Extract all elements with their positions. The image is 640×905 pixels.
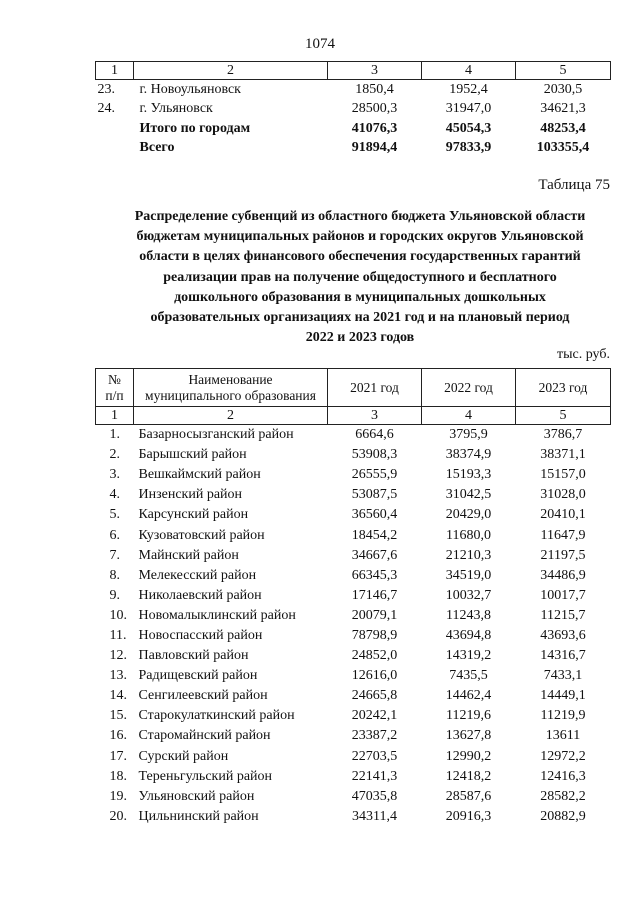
value-2021: 78798,9 [351,627,398,643]
header-cell: 2 [134,407,328,425]
table-row [96,606,611,626]
value-2021: 91894,4 [351,140,398,156]
row-number: 23. [97,82,115,98]
row-number: 14. [109,688,127,704]
value-2021: 18454,2 [351,527,398,543]
value-2022: 31042,5 [445,487,492,503]
value-2021: 24665,8 [351,688,398,704]
value-2022: 3795,9 [449,427,488,443]
value-2023: 28582,2 [540,788,586,804]
value-2023: 38371,1 [540,447,586,463]
value-2021: 36560,4 [351,507,398,523]
row-number: 7. [109,547,120,563]
title-line: 2022 и 2023 годов [305,330,415,346]
value-2022: 11680,0 [446,527,491,543]
row-number: 9. [109,587,120,603]
row-number: 11. [109,627,127,643]
table-row [96,726,611,746]
total-row [96,138,611,157]
value-2023: 10017,7 [540,587,586,603]
table-row [96,425,611,446]
value-2022: 14462,4 [445,688,492,704]
table-title [100,207,620,348]
district-name: Тереньгульский район [138,768,273,784]
title-line: бюджетам муниципальных районов и городских округов Ульяновской [136,229,584,245]
value-2022: 45054,3 [445,120,492,136]
header-cell: 5 [516,407,611,425]
title-line: реализации прав на получение общедоступного и бесплатного [163,269,557,285]
value-2021: 6664,6 [355,427,394,443]
value-2022: 43694,8 [445,627,492,643]
value-2022: 12990,2 [445,748,492,764]
value-2021: 17146,7 [351,587,398,603]
value-2022: 13627,8 [445,728,492,744]
header-number-line1: № [108,371,121,387]
header-cell: 4 [422,62,516,80]
row-number: 18. [109,768,127,784]
value-2023: 34621,3 [540,101,586,117]
value-2021: 12616,0 [351,668,398,684]
value-2022: 10032,7 [445,587,492,603]
value-2021: 53087,5 [351,487,398,503]
header-name-line1: Наименование [188,371,273,387]
district-name: Майнский район [138,547,239,563]
value-2023: 13611 [545,728,581,744]
value-2021: 22141,3 [351,768,398,784]
value-2023: 2030,5 [543,82,583,98]
table-index-row [96,62,611,80]
value-2021: 34667,6 [351,547,398,563]
value-2022: 21210,3 [445,547,492,563]
header-name [134,369,328,407]
row-number: 3. [109,467,120,483]
value-2023: 12972,2 [540,748,586,764]
unit-label: тыс. руб. [557,347,610,362]
district-name: Мелекесский район [138,567,257,583]
row-number: 19. [109,788,127,804]
table-row [96,80,611,100]
header-2022: 2022 год [422,369,516,407]
value-2022: 1952,4 [449,82,488,98]
row-number [96,119,134,138]
row-number: 15. [109,708,127,724]
subvention-table [95,368,611,827]
row-number: 17. [109,748,127,764]
district-name: Новоспасский район [138,627,263,643]
row-number: 24. [97,101,115,117]
header-name-line2: муниципального образования [145,387,316,403]
value-2022: 34519,0 [445,567,492,583]
header-number [96,369,134,407]
value-2022: 20429,0 [445,507,492,523]
value-2022: 97833,9 [445,140,492,156]
value-2022: 20916,3 [445,808,492,824]
value-2021: 47035,8 [351,788,398,804]
value-2022: 15193,3 [445,467,492,483]
value-2022: 14319,2 [445,648,492,664]
row-number: 6. [109,527,120,543]
value-2023: 11219,9 [540,708,586,724]
value-2023: 11215,7 [540,607,586,623]
row-name: Всего [139,140,175,156]
value-2022: 38374,9 [445,447,492,463]
continuation-table [95,61,611,157]
table-row [96,767,611,787]
row-number [96,138,134,157]
title-line: образовательных организациях на 2021 год и на плановый период [150,310,570,326]
header-number-line2: п/п [105,387,124,403]
value-2022: 28587,6 [445,788,492,804]
table-row [96,445,611,465]
row-number: 12. [109,648,127,664]
table-row [96,747,611,767]
district-name: Павловский район [138,648,249,664]
table-row [96,626,611,646]
title-line: Распределение субвенций из областного бюджета Ульяновской области [134,209,586,224]
header-cell: 4 [422,407,516,425]
row-number: 20. [109,808,127,824]
row-number: 8. [109,567,120,583]
table-caption: Таблица 75 [538,177,610,193]
value-2023: 20410,1 [540,507,586,523]
value-2021: 22703,5 [351,748,398,764]
district-name: Базарносызганский район [138,427,294,443]
district-name: Сурский район [138,748,229,764]
district-name: Кузоватовский район [138,527,265,543]
row-number: 13. [109,668,127,684]
table-row [96,586,611,606]
table-index-row [96,407,611,425]
table-row [96,666,611,686]
value-2023: 21197,5 [540,547,586,563]
value-2023: 14449,1 [540,688,586,704]
page-number: 1074 [305,36,335,52]
header-cell: 2 [134,62,328,80]
table-row [96,465,611,485]
value-2022: 12418,2 [445,768,492,784]
title-line: области в целях финансового обеспечения государственных гарантий [139,249,581,265]
value-2021: 53908,3 [351,447,398,463]
row-number: 16. [109,728,127,744]
header-cell: 1 [96,407,134,425]
district-name: Новомалыклинский район [138,607,296,623]
value-2021: 1850,4 [355,82,394,98]
value-2023: 31028,0 [540,487,586,503]
value-2023: 43693,6 [540,627,586,643]
row-name: г. Новоульяновск [139,82,241,98]
district-name: Сенгилеевский район [138,688,268,704]
value-2023: 48253,4 [540,120,586,136]
table-row [96,485,611,505]
district-name: Вешкаймский район [138,467,261,483]
table-row [96,706,611,726]
value-2021: 20079,1 [351,607,398,623]
header-2023: 2023 год [516,369,611,407]
table-row [96,525,611,545]
value-2022: 31947,0 [445,101,492,117]
table-row [96,546,611,566]
row-name: Итого по городам [139,120,251,136]
district-name: Старокулаткинский район [138,708,295,724]
table-row [96,99,611,118]
row-number: 5. [109,507,120,523]
value-2021: 41076,3 [351,120,398,136]
value-2023: 7433,1 [543,668,583,684]
value-2023: 20882,9 [540,808,586,824]
value-2021: 24852,0 [351,648,398,664]
header-cell: 1 [96,62,134,80]
row-number: 4. [109,487,120,503]
district-name: Старомайнский район [138,728,271,744]
district-name: Инзенский район [138,487,243,503]
table-row [96,787,611,807]
table-row [96,505,611,525]
value-2021: 20242,1 [351,708,398,724]
value-2023: 34486,9 [540,567,586,583]
table-row [96,686,611,706]
header-cell: 3 [328,407,422,425]
value-2023: 11647,9 [540,527,586,543]
header-cell: 5 [516,62,611,80]
value-2022: 11219,6 [446,708,491,724]
value-2023: 3786,7 [543,427,583,443]
value-2022: 11243,8 [446,607,491,623]
district-name: Николаевский район [138,587,262,603]
subtotal-row [96,119,611,138]
value-2023: 15157,0 [540,467,586,483]
value-2021: 66345,3 [351,567,398,583]
row-number: 1. [109,427,120,443]
table-row [96,646,611,666]
district-name: Барышский район [138,447,247,463]
table-header-row [96,369,611,407]
value-2023: 14316,7 [540,648,586,664]
value-2021: 26555,9 [351,467,398,483]
value-2021: 28500,3 [351,101,398,117]
value-2023: 12416,3 [540,768,586,784]
header-cell: 3 [328,62,422,80]
table-row [96,566,611,586]
district-name: Ульяновский район [138,788,255,804]
district-name: Карсунский район [138,507,249,523]
title-line: дошкольного образования в муниципальных дошкольных [174,289,546,305]
district-name: Цильнинский район [138,808,259,824]
value-2021: 34311,4 [352,808,397,824]
district-name: Радищевский район [138,668,258,684]
value-2023: 103355,4 [536,140,590,156]
value-2021: 23387,2 [351,728,398,744]
value-2022: 7435,5 [449,668,488,684]
row-number: 2. [109,447,120,463]
row-number: 10. [109,607,127,623]
table-row [96,807,611,827]
row-name: г. Ульяновск [139,101,213,117]
header-2021: 2021 год [328,369,422,407]
